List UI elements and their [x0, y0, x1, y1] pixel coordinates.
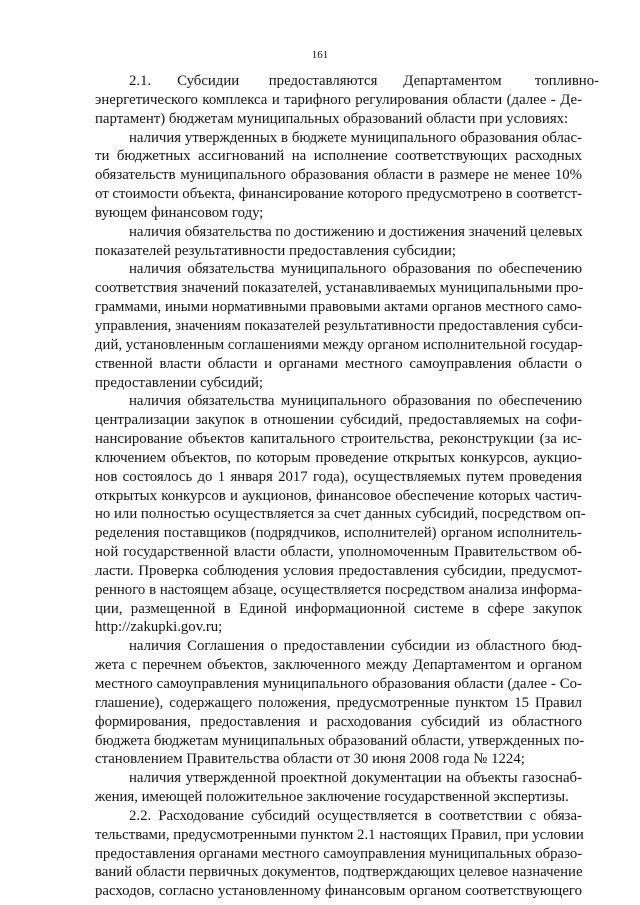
text-line: наличия утвержденных в бюджете муниципального образования облас- — [129, 129, 582, 146]
text-line: ственной власти области и органами местного самоуправления области о — [95, 355, 582, 372]
text-line: наличия обязательства муниципального образования по обеспечению — [129, 393, 582, 410]
text-line: ласти. Проверка соблюдения условия предоставления субсидии, предусмот- — [95, 562, 582, 579]
text-line: жета с перечнем объектов, заключенного между Департаментом и органом — [95, 657, 582, 674]
text-line: предоставления органами местного самоуправления муниципальных образо- — [95, 845, 583, 862]
text-line: открытых конкурсов и аукционов, финансовое обеспечение которых частич- — [95, 487, 582, 504]
text-line: наличия обязательства муниципального образования по обеспечению — [129, 261, 582, 278]
text-line: соответствия значений показателей, устанавливаемых муниципальными про- — [95, 280, 584, 297]
text-line: энергетического комплекса и тарифного регулирования области (далее - Де- — [95, 91, 582, 108]
text-line: дий, установленным соглашениями между органом исполнительной государ- — [95, 336, 583, 353]
text-line: граммами, иными нормативными правовыми актами органов местного само- — [95, 299, 582, 316]
document-body — [95, 72, 600, 901]
text-line: становлением Правительства области от 30 июня 2008 года № 1224; — [95, 751, 525, 768]
text-line: наличия Соглашения о предоставлении субсидии из областного бюд- — [129, 638, 582, 655]
text-line: ключением объектов, по которым проведение открытых конкурсов, аукцио- — [95, 449, 582, 466]
text-line: наличия утвержденной проектной документации на объекты газоснаб- — [129, 770, 582, 787]
text-line: жения, имеющей положительное заключение государственной экспертизы. — [95, 789, 569, 806]
text-line: ной государственной власти области, уполномоченным Правительством об- — [95, 544, 582, 561]
text-line: показателей результативности предоставления субсидии; — [95, 242, 456, 259]
text-line: http://zakupki.gov.ru; — [95, 619, 223, 636]
text-line: но или полностью осуществляется за счет данных субсидий, посредством оп- — [95, 506, 586, 523]
text-line: партамент) бюджетам муниципальных образований области при условиях: — [95, 110, 569, 127]
text-line: бюджета бюджетам муниципальных образований области, утвержденных по- — [95, 732, 585, 749]
text-line: обязательств муниципального образования области в размере не менее 10% — [95, 167, 582, 184]
text-line: ти бюджетных ассигнований на исполнение соответствующих расходных — [95, 148, 582, 165]
text-line: глашение), содержащего положения, предусмотренные пунктом 15 Правил — [95, 694, 582, 711]
text-line: нансирование объектов капитального строительства, реконструкции (за ис- — [95, 431, 582, 448]
text-line: вующем финансовом году; — [95, 204, 264, 221]
text-line: 2.2. Расходование субсидий осуществляется в соответствии с обяза- — [129, 807, 582, 824]
text-line: тельствами, предусмотренными пунктом 2.1 настоящих Правил, при условии — [95, 826, 584, 843]
text-line: 2.1. Субсидии предоставляются Департаментом топливно- — [129, 73, 600, 89]
text-line: управления, значениям показателей результативности предоставления субси- — [95, 317, 583, 334]
text-line: формирования, предоставления и расходования субсидий из областного — [95, 713, 582, 730]
text-line: ренного в настоящем абзаце, осуществляется посредством анализа информа- — [95, 581, 582, 598]
text-line: централизации закупок в отношении субсидий, предоставляемых на софи- — [95, 412, 582, 429]
text-line: расходов, согласно установленному финансовым органом соответствующего — [95, 883, 582, 900]
text-line: нов состоялось до 1 января 2017 года), осуществляемых путем проведения — [95, 468, 582, 485]
page-number: 161 — [311, 49, 329, 61]
text-line: ции, размещенной в Единой информационной системе в сфере закупок — [95, 600, 582, 617]
text-line: предоставлении субсидий; — [95, 374, 264, 391]
text-line: ваний области первичных документов, подтверждающих целевое назначение — [95, 864, 583, 881]
text-line: наличия обязательства по достижению и достижения значений целевых — [129, 223, 583, 240]
text-line: местного самоуправления муниципального образования области (далее - Со- — [95, 676, 582, 692]
text-line: от стоимости объекта, финансирование которого предусмотрено в соответст- — [95, 186, 583, 203]
text-line: ределения поставщиков (подрядчиков, исполнителей) органом исполнитель- — [95, 525, 582, 542]
